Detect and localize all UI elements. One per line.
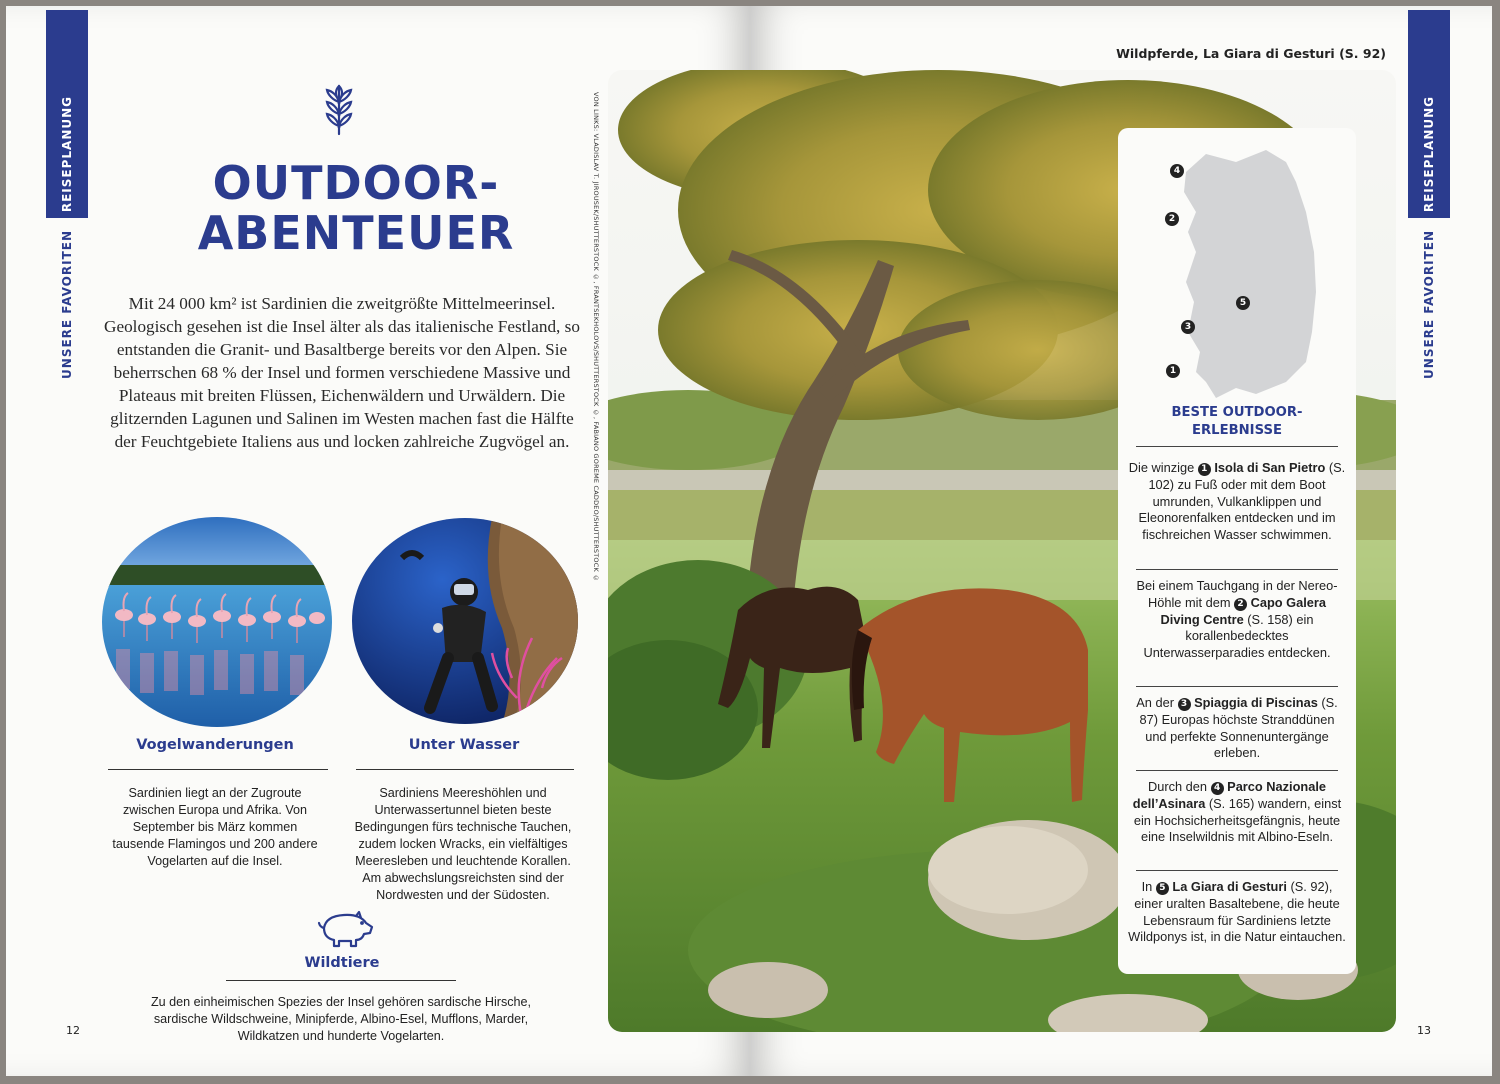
map-marker-4: 4 [1170,164,1184,178]
box-title-line-2: ERLEBNISSE [1192,423,1282,438]
separator [1136,569,1338,570]
best-outdoor-box [1118,128,1356,974]
entry-4-number: 4 [1211,782,1224,795]
feature-title-underwater: Unter Wasser [408,737,520,753]
title-line-2: ABENTEUER [197,206,515,260]
entry-2-pre: Bei einem Tauchgang in der Nereo-Höhle mit dem [1136,578,1338,610]
sardinia-map [1166,142,1326,402]
diver-photo [352,518,578,724]
feature-title-wildlife: Wildtiere [304,955,380,971]
feature-text-wildlife: Zu den einheimischen Spezies der Insel gehören sardische Hirsche, sardische Wildschweine, Minipferde, Albino-Esel, Mufflons, Marder, Wildkatzen und hunderte Vogelarten. [150,995,532,1043]
wheat-sprig-icon [318,78,360,136]
entry-2-number: 2 [1234,598,1247,611]
entry-3-name: Spiaggia di Piscinas [1194,695,1318,710]
entry-3-post: (S. 87) Europas höchste Stranddünen und perfekte Sonnenuntergänge erleben. [1139,695,1338,761]
feature-rule-birds [108,769,328,770]
entry-2 [1128,578,1346,662]
map-marker-2: 2 [1165,212,1179,226]
feature-title-birds: Vogelwanderungen [136,737,294,753]
boar-icon [316,910,374,948]
map-marker-5: 5 [1236,296,1250,310]
entry-1-post: (S. 102) zu Fuß oder mit dem Boot umrunden, Vulkanklippen und Eleonorenfalken entdecken und im fischreichen Wasser schwimmen. [1138,460,1346,543]
intro-paragraph: Mit 24 000 km² ist Sardinien die zweitgrößte Mittelmeerinsel. Geologisch gesehen ist die Insel älter als das italienische Festland, so entstanden die Granit- und Basaltberge bereits vor den Alpen. Sie beherrschen 68 % der Insel und formen verschiedene Massive und Plateaus mit breiten Flüssen, Eichenwäldern und Urwäldern. Die glitzernden Lagunen und Salinen im Westen machen fast die Hälfte der Feuchtgebiete Italiens aus und locken zahlreiche Zugvögel an. [104,294,580,451]
feature-text-underwater: Sardiniens Meereshöhlen und Unterwassertunnel bieten beste Bedingungen fürs technische Tauchen, zudem locken Wracks, ein vielfältiges Meeresleben und leuchtende Korallen. Am abwechslungsreichsten sind der Nordwesten und der Südosten. [354,786,572,902]
entry-5-name: La Giara di Gesturi [1172,879,1287,894]
feature-text-birds: Sardinien liegt an der Zugroute zwischen Europa und Afrika. Von September bis März kommen tausende Flamingos und 200 andere Vogelarten auf die Insel. [112,786,318,868]
entry-4-post: (S. 165) wandern, einst ein Hochsicherheitsgefängnis, heute eine Inselwildnis mit Albino-Eseln. [1133,795,1342,845]
entry-1-number: 1 [1198,463,1211,476]
entry-1 [1128,460,1346,544]
entry-5 [1128,879,1346,946]
side-label-right: UNSERE FAVORITEN [1422,230,1436,379]
entry-5-pre: In [1141,879,1156,894]
entry-4-pre: Durch den [1147,779,1211,794]
flamingo-photo [102,517,332,727]
section-tab-label: REISEPLANUNG [60,96,74,213]
page-number-left: 12 [66,1024,80,1037]
feature-rule-underwater [356,769,574,770]
separator [1136,686,1338,687]
entry-5-post: (S. 92), einer uralten Basaltebene, die heute Lebensraum für Sardiniens letzte Wildponys ist, in die Natur eintauchen. [1128,879,1346,945]
entry-5-number: 5 [1156,882,1169,895]
entry-3-number: 3 [1178,698,1191,711]
separator [1136,770,1338,771]
page-title [126,158,586,258]
box-title [1118,404,1356,440]
entry-4 [1128,779,1346,846]
photo-credit: VON LINKS: VLADISLAV T. JIROUSEK/SHUTTERSTOCK ©, FRANTSEKHOLOVS/SHUTTERSTOCK ©, FABIANO GOREME CADDEO/SHUTTERSTOCK © [592,92,600,583]
map-marker-1: 1 [1166,364,1180,378]
feature-rule-wildlife [226,980,456,981]
entry-3 [1128,695,1346,762]
entry-1-name: Isola di San Pietro [1214,460,1326,475]
page-number-right: 13 [1417,1024,1431,1037]
side-label: UNSERE FAVORITEN [60,230,74,379]
entry-1-pre: Die winzige [1128,460,1198,475]
title-line-1: OUTDOOR- [212,156,500,210]
photo-caption: Wildpferde, La Giara di Gesturi (S. 92) [1116,46,1386,61]
map-marker-3: 3 [1181,320,1195,334]
entry-2-name: Capo Galera Diving Centre [1160,594,1326,627]
box-title-line-1: BESTE OUTDOOR- [1171,405,1303,420]
entry-4-name: Parco Nazionale dell’Asinara [1132,779,1327,811]
entry-2-post: (S. 158) ein korallenbedecktes Unterwasserparadies entdecken. [1143,611,1331,661]
separator [1136,870,1338,871]
separator [1136,446,1338,447]
section-tab-label-right: REISEPLANUNG [1422,96,1436,213]
entry-3-pre: An der [1136,695,1178,710]
